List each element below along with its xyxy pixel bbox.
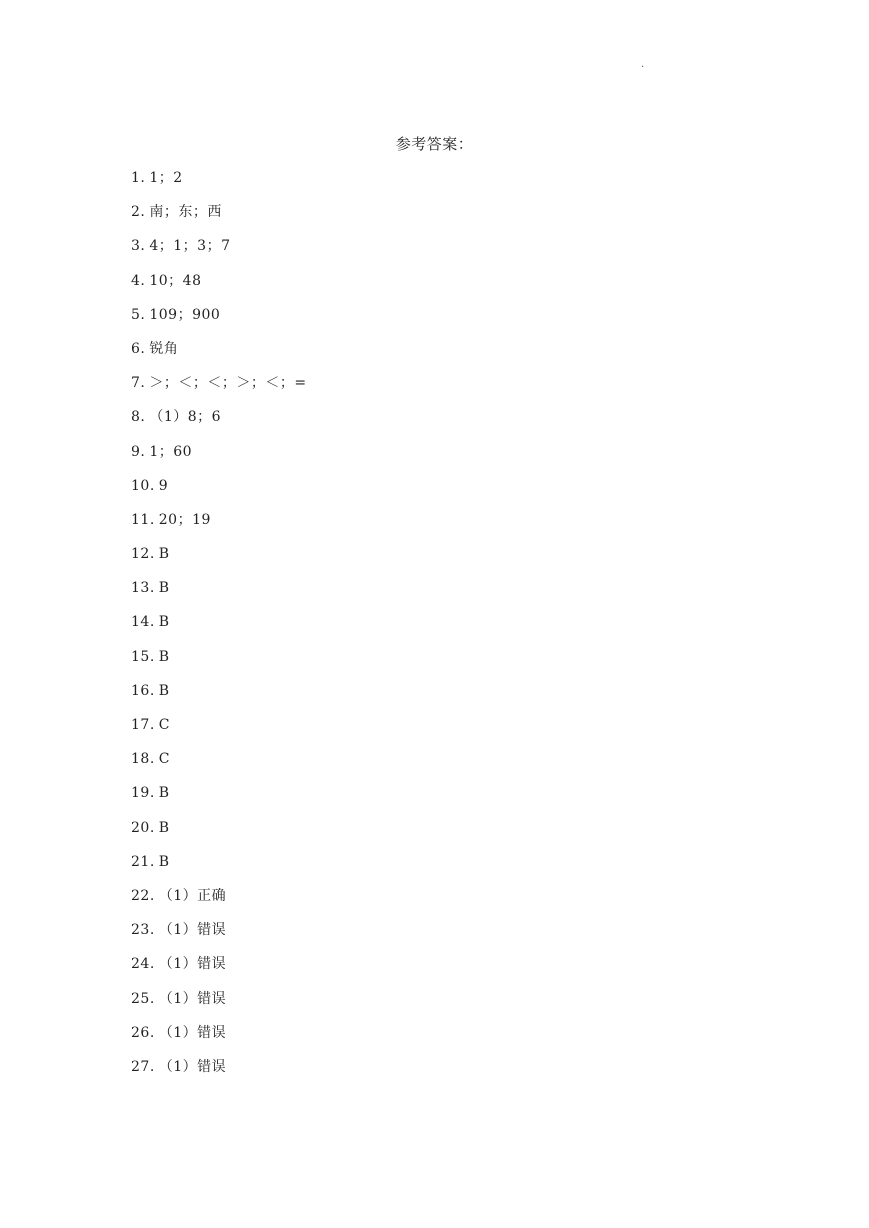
answer-text: （1）错误 [158, 1024, 227, 1041]
answer-text: B [158, 546, 170, 563]
answer-number: 22. [131, 887, 155, 904]
answer-item [131, 373, 307, 407]
answer-item [131, 202, 307, 236]
answer-number: 13. [131, 580, 155, 597]
answer-text: （1）错误 [158, 1058, 227, 1075]
answer-number: 20. [131, 819, 155, 836]
answer-item [131, 168, 307, 202]
answer-item [131, 1057, 307, 1091]
answer-number: 17. [131, 717, 155, 733]
answer-text: B [158, 785, 170, 802]
answer-text: B [158, 853, 170, 870]
corner-dot-mark: · [641, 62, 645, 73]
answer-item [131, 783, 307, 817]
answer-text: ＞；＜；＜；＞；＜；= [149, 375, 307, 392]
answer-list [131, 168, 307, 1091]
answer-item [131, 647, 307, 681]
answer-text: 9 [158, 477, 169, 494]
answer-text: 1；2 [149, 170, 183, 186]
answer-text: B [158, 819, 170, 836]
answer-item [131, 715, 307, 749]
answer-number: 18. [131, 751, 155, 768]
page-title: 参考答案： [395, 135, 474, 153]
answer-text: C [158, 717, 170, 733]
answer-text: （1）错误 [158, 922, 227, 939]
answer-text: 1；60 [149, 443, 193, 460]
answer-number: 2. [131, 204, 146, 221]
answer-item [131, 339, 307, 373]
answer-item [131, 1023, 307, 1057]
answer-item [131, 407, 307, 441]
answer-item [131, 510, 307, 544]
answer-number: 9. [131, 443, 146, 460]
answer-item [131, 578, 307, 612]
answer-item [131, 920, 307, 954]
answer-number: 14. [131, 614, 155, 631]
answer-text: 锐角 [149, 340, 179, 357]
answer-number: 10. [131, 477, 155, 494]
answer-number: 12. [131, 546, 155, 563]
answer-number: 8. [131, 409, 146, 426]
answer-number: 21. [131, 853, 155, 870]
answer-number: 26. [131, 1024, 155, 1041]
answer-number: 24. [131, 956, 155, 973]
answer-item [131, 886, 307, 920]
answer-text: B [158, 614, 170, 631]
answer-number: 4. [131, 272, 146, 289]
answer-number: 16. [131, 682, 155, 699]
answer-number: 1. [131, 170, 146, 186]
answer-text: 4；1；3；7 [149, 238, 231, 255]
answer-number: 25. [131, 990, 155, 1007]
answer-item [131, 271, 307, 305]
answer-number: 3. [131, 238, 146, 255]
answer-text: （1）错误 [158, 990, 227, 1007]
answer-item [131, 442, 307, 476]
answer-text: （1）正确 [158, 887, 227, 904]
answer-number: 19. [131, 785, 155, 802]
answer-text: （1）错误 [158, 956, 227, 973]
answer-text: B [158, 648, 170, 665]
answer-item [131, 852, 307, 886]
answer-item [131, 681, 307, 715]
answer-item [131, 749, 307, 783]
answer-text: B [158, 682, 170, 699]
answer-text: 10；48 [149, 272, 202, 289]
answer-number: 6. [131, 340, 146, 357]
answer-item [131, 612, 307, 646]
answer-number: 23. [131, 922, 155, 939]
answer-item [131, 544, 307, 578]
answer-item [131, 954, 307, 988]
answer-number: 7. [131, 375, 146, 392]
answer-text: C [158, 751, 170, 768]
answer-item [131, 818, 307, 852]
answer-text: 20；19 [158, 511, 211, 528]
answer-number: 15. [131, 648, 155, 665]
answer-item [131, 476, 307, 510]
answer-text: （1）8；6 [149, 409, 222, 426]
answer-item [131, 236, 307, 270]
answer-text: 109；900 [149, 306, 221, 323]
answer-text: B [158, 580, 170, 597]
answer-number: 27. [131, 1058, 155, 1075]
answer-number: 5. [131, 306, 146, 323]
answer-item [131, 305, 307, 339]
answer-item [131, 989, 307, 1023]
answer-number: 11. [131, 511, 155, 528]
answer-text: 南；东；西 [149, 204, 222, 221]
